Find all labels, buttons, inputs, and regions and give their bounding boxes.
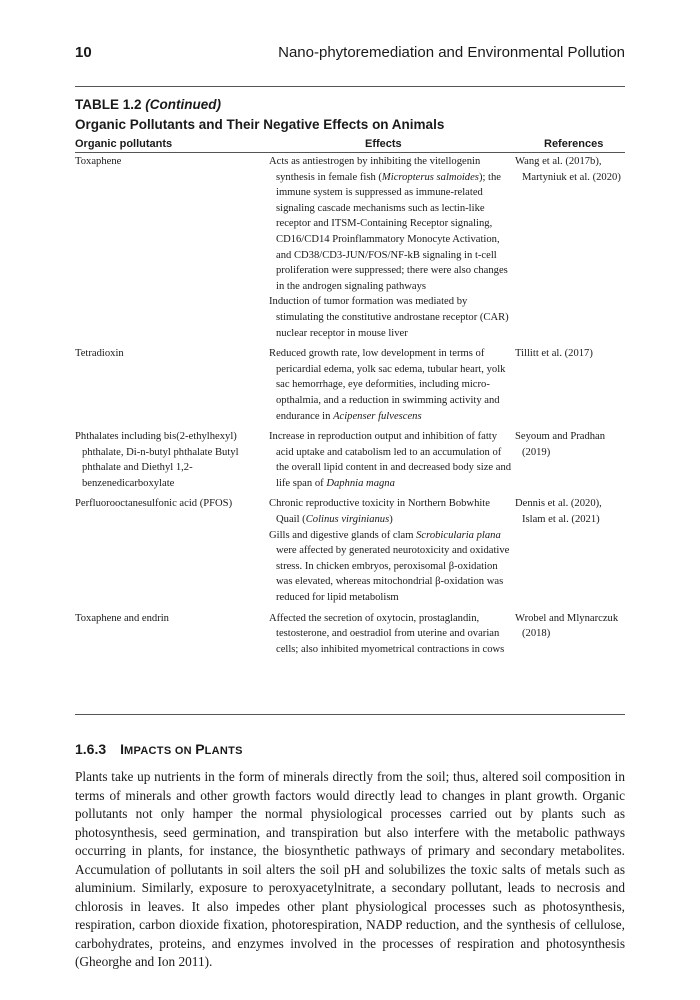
page-number: 10 bbox=[75, 44, 92, 61]
pollutant-name: Tetradioxin bbox=[75, 348, 124, 360]
table-header-rule bbox=[75, 152, 625, 153]
pollutant-cell bbox=[75, 496, 269, 605]
pollutant-cell bbox=[75, 429, 269, 491]
pollutant-name: Toxaphene and endrin bbox=[75, 612, 169, 624]
reference-line: Islam et al. (2021) bbox=[522, 514, 600, 526]
column-header-effects: Effects bbox=[365, 138, 402, 150]
table-row bbox=[75, 429, 625, 491]
section-title-initial-1: I bbox=[120, 741, 125, 757]
effect-text: Gills and digestive glands of clam bbox=[269, 529, 417, 541]
references-cell bbox=[515, 429, 625, 491]
effect-text: Chronic reproductive toxicity in Northern Bobwhite Quail ( bbox=[269, 498, 490, 526]
pollutant-cell bbox=[75, 154, 269, 341]
references-cell bbox=[515, 611, 625, 658]
effect-paragraph bbox=[269, 294, 515, 341]
species-name: Scrobicularia plana bbox=[416, 529, 501, 541]
effect-text: Affected the secretion of oxytocin, prostaglandin, testosterone, and oestradiol from uterine and ovarian cells; also inhibited myometrical contractions in cows bbox=[269, 612, 505, 655]
effects-cell bbox=[269, 496, 515, 605]
pollutant-name: Toxaphene bbox=[75, 156, 122, 167]
effect-text: were affected by generated neurotoxicity and oxidative stress. In chicken embryos, peroxisomal β-oxidation was elevated, whereas mitochondrial β-oxidation was reduced for lipid metabolism bbox=[276, 545, 510, 604]
section-number: 1.6.3 bbox=[75, 741, 107, 757]
effect-paragraph bbox=[269, 496, 515, 527]
table-bottom-rule bbox=[75, 714, 625, 715]
table-label bbox=[75, 97, 221, 112]
section-title-initial-2: P bbox=[195, 741, 205, 757]
section-title-rest-1: MPACTS ON bbox=[124, 745, 196, 757]
reference-text bbox=[515, 154, 625, 185]
references-cell bbox=[515, 154, 625, 341]
reference-line: Wrobel and Mlynarczuk (2018) bbox=[515, 612, 619, 640]
effect-paragraph bbox=[269, 429, 515, 491]
section-title-rest-2: LANTS bbox=[204, 745, 243, 757]
table-row bbox=[75, 154, 625, 341]
references-cell bbox=[515, 496, 625, 605]
table-row bbox=[75, 496, 625, 605]
table-title: Organic Pollutants and Their Negative Effects on Animals bbox=[75, 117, 445, 132]
pollutant-cell bbox=[75, 346, 269, 424]
reference-line: Wang et al. (2017b), bbox=[515, 156, 602, 167]
body-paragraph: Plants take up nutrients in the form of minerals directly from the soil; thus, altered soil composition in terms of minerals and other growth factors would directly lead to changes in plant growth. Organic pollutants not only hamper the normal physiological processes carried out by plants such as photosynthesis, seed germination, and transpiration but also interfere with the metabolic pathways occurring in plants, for instance, the biosynthetic pathways of primary and secondary metabolites. Accumulation of pollutants in soil alters the soil pH and solubilizes the toxic salts of metals such as aluminium. Similarly, exposure to peroxyacetylnitrate, a secondary pollutant, leads to necrosis and chlorosis in leaves. It also impedes other plant physiological processes such as photosynthesis, respiration, carbon dioxide fixation, photorespiration, NADP reduction, and the synthesis of cellulose, carbohydrates, proteins, and enzymes involved in the processes of respiration and photosynthesis (Gheorghe and Ion 2011). bbox=[75, 769, 625, 969]
species-name: Colinus virginianus bbox=[305, 514, 390, 526]
reference-text bbox=[515, 611, 625, 642]
species-name: Acipenser fulvescens bbox=[333, 410, 422, 422]
pollutant-name: Perfluorooctanesulfonic acid (PFOS) bbox=[75, 498, 233, 510]
effect-text: Induction of tumor formation was mediated by stimulating the constitutive androstane receptor (CAR) nuclear receptor in mouse liver bbox=[269, 296, 509, 339]
references-cell bbox=[515, 346, 625, 424]
reference-line: Tillitt et al. (2017) bbox=[515, 348, 593, 360]
column-header-pollutants: Organic pollutants bbox=[75, 138, 173, 150]
table-continued: (Continued) bbox=[145, 97, 222, 112]
pollutant-name: Phthalates including bis(2-ethylhexyl) phthalate, Di-n-butyl phthalate Butyl phthalate and Diethyl 1,2-benzenedicarboxylate bbox=[75, 431, 239, 489]
table-number: TABLE 1.2 bbox=[75, 97, 142, 112]
pollutant-cell bbox=[75, 611, 269, 658]
table-row bbox=[75, 611, 625, 658]
table-body bbox=[75, 154, 625, 662]
table-row bbox=[75, 346, 625, 424]
effects-cell bbox=[269, 346, 515, 424]
species-name: Micropterus salmoides bbox=[381, 171, 479, 183]
effect-text: Acts as antiestrogen by inhibiting the vitellogenin synthesis in female fish ( bbox=[269, 156, 481, 183]
effects-cell bbox=[269, 154, 515, 341]
reference-line: Martyniuk et al. (2020) bbox=[522, 171, 621, 183]
effect-text: ) bbox=[389, 514, 393, 526]
reference-text bbox=[515, 496, 625, 527]
effect-text: ); the immune system is suppressed as immune-related signaling cascade mechanisms such as lectin-like receptor and ITSM-Containing Receptor signaling, CD16/CD14 Proinflammatory Monocyte Activation, and CD38/CD3-JUN/FOS/NF-kB signaling in t-cell proliferation were suppressed; there were also changes in the androgen signaling pathways bbox=[276, 171, 508, 292]
species-name: Daphnia magna bbox=[326, 477, 395, 489]
effect-paragraph bbox=[269, 154, 515, 294]
effects-cell bbox=[269, 611, 515, 658]
effect-text: Reduced growth rate, low development in terms of pericardial edema, yolk sac edema, tubular heart, yolk sac hemorrhage, eye deformities, including micro-opthalmia, and a reduction in swimming activity and endurance in bbox=[269, 348, 506, 422]
effect-text: Increase in reproduction output and inhibition of fatty acid uptake and catabolism led to an accumulation of the overall lipid content in and decreased body size and life span of bbox=[269, 431, 512, 489]
reference-line: Dennis et al. (2020), bbox=[515, 498, 602, 510]
running-title: Nano-phytoremediation and Environmental Pollution bbox=[278, 44, 625, 61]
effect-paragraph bbox=[269, 346, 515, 424]
column-header-references: References bbox=[544, 138, 604, 150]
effect-paragraph bbox=[269, 528, 515, 606]
effects-cell bbox=[269, 429, 515, 491]
effect-paragraph bbox=[269, 611, 515, 658]
header-rule bbox=[75, 86, 625, 87]
reference-text bbox=[515, 346, 625, 362]
section-heading bbox=[75, 741, 243, 757]
reference-text bbox=[515, 429, 625, 460]
reference-line: Seyoum and Pradhan (2019) bbox=[515, 431, 606, 458]
